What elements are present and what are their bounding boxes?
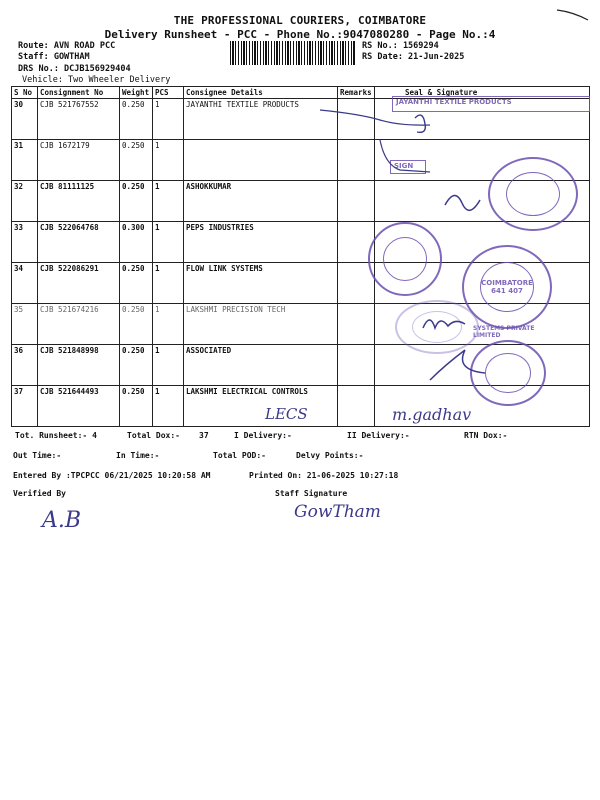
row-remarks [338, 386, 375, 427]
drs-no: DRS No.: DCJB156929404 [18, 64, 131, 74]
i-delivery: I Delivery:- [234, 431, 292, 440]
row-consignment: CJB 521848998 [38, 345, 120, 386]
row-pcs: 1 [153, 181, 184, 222]
col-weight: Weight [120, 87, 153, 99]
row-weight: 0.250 [120, 263, 153, 304]
out-time: Out Time:- [13, 451, 62, 460]
row-remarks [338, 181, 375, 222]
row-sno: 35 [12, 304, 38, 345]
row-consignment: CJB 81111125 [38, 181, 120, 222]
ii-delivery: II Delivery:- [347, 431, 410, 440]
col-seal: Seal & Signature [375, 87, 590, 99]
signature-row30 [290, 100, 450, 180]
company-round-stamp-1 [488, 157, 578, 231]
row-weight: 0.250 [120, 345, 153, 386]
row-pcs: 1 [153, 345, 184, 386]
signature-row32 [440, 185, 490, 215]
row-consignee: ASHOKKUMAR [184, 181, 338, 222]
verified-signature: A.B [42, 508, 82, 533]
row-sno: 30 [12, 99, 38, 140]
row-weight: 0.250 [120, 140, 153, 181]
route: Route: AVN ROAD PCC [18, 41, 116, 51]
total-dox-value: 37 [199, 431, 209, 440]
signature-row35 [420, 310, 480, 340]
row-consignee: FLOW LINK SYSTEMS [184, 263, 338, 304]
row-sno: 33 [12, 222, 38, 263]
row-weight: 0.250 [120, 304, 153, 345]
signature-row36 [425, 345, 495, 390]
row-weight: 0.250 [120, 181, 153, 222]
row-pcs: 1 [153, 99, 184, 140]
row-consignment: CJB 521767552 [38, 99, 120, 140]
row-sno: 37 [12, 386, 38, 427]
stamp-city: COIMBATORE [481, 279, 533, 287]
signature-row37: m.gadhav [392, 405, 472, 424]
entered-by: Entered By :TPCPCC 06/21/2025 10:20:58 AM [13, 471, 211, 480]
tot-runsheet: Tot. Runsheet:- 4 [15, 431, 97, 440]
row-sno: 34 [12, 263, 38, 304]
row-consignee: LAKSHMI PRECISION TECH [184, 304, 338, 345]
delvy-points: Delvy Points:- [296, 451, 364, 460]
row-consignment: CJB 522064768 [38, 222, 120, 263]
runsheet-subtitle: Delivery Runsheet - PCC - Phone No.:9047080280 - Page No.:4 [104, 28, 496, 41]
row-weight: 0.300 [120, 222, 153, 263]
stamp-pin: 641 407 [491, 287, 523, 295]
lecs-handwriting: LECS [265, 405, 308, 423]
row-sno: 32 [12, 181, 38, 222]
row-sno: 31 [12, 140, 38, 181]
row-consignment: CJB 521644493 [38, 386, 120, 427]
row-consignee: ASSOCIATED [184, 345, 338, 386]
row-pcs: 1 [153, 263, 184, 304]
total-pod: Total POD:- [213, 451, 266, 460]
col-pcs: PCS [153, 87, 184, 99]
rtn-dox: RTN Dox:- [464, 431, 508, 440]
row-consignment: CJB 522086291 [38, 263, 120, 304]
verified-by-label: Verified By [13, 489, 66, 498]
col-remarks: Remarks [338, 87, 375, 99]
col-consignment: Consignment No [38, 87, 120, 99]
sign-stamp: SIGN [390, 160, 426, 174]
printed-on: Printed On: 21-06-2025 10:27:18 [249, 471, 399, 480]
row-consignment: CJB 521674216 [38, 304, 120, 345]
row-pcs: 1 [153, 140, 184, 181]
corner-pen-mark [555, 6, 591, 22]
jayanthi-rect-stamp: JAYANTHI TEXTILE PRODUCTS [392, 96, 590, 112]
row-remarks [338, 345, 375, 386]
staff-signature-label: Staff Signature [275, 489, 348, 498]
vehicle: Vehicle: Two Wheeler Delivery [22, 75, 171, 85]
col-sno: S No [12, 87, 38, 99]
rs-date: RS Date: 21-Jun-2025 [362, 52, 465, 62]
systems-stamp-text: SYSTEMS PRIVATE LIMITED [473, 325, 535, 339]
row-weight: 0.250 [120, 99, 153, 140]
row-consignee: LAKSHMI ELECTRICAL CONTROLS [184, 386, 338, 427]
row-consignee: JAYANTHI TEXTILE PRODUCTS [184, 99, 338, 140]
in-time: In Time:- [116, 451, 160, 460]
row-pcs: 1 [153, 304, 184, 345]
row-pcs: 1 [153, 222, 184, 263]
total-dox-label: Total Dox:- [127, 431, 180, 440]
row-consignee: PEPS INDUSTRIES [184, 222, 338, 263]
row-consignment: CJB 1672179 [38, 140, 120, 181]
staff: Staff: GOWTHAM [18, 52, 90, 62]
staff-signature: GowTham [294, 502, 381, 522]
row-sno: 36 [12, 345, 38, 386]
row-pcs: 1 [153, 386, 184, 427]
col-consignee: Consignee Details [184, 87, 338, 99]
row-remarks [338, 304, 375, 345]
row-weight: 0.250 [120, 386, 153, 427]
company-title: THE PROFESSIONAL COURIERS, COIMBATORE [173, 14, 427, 27]
round-stamp-33 [368, 222, 442, 296]
rs-no: RS No.: 1569294 [362, 41, 439, 51]
barcode [230, 41, 356, 65]
